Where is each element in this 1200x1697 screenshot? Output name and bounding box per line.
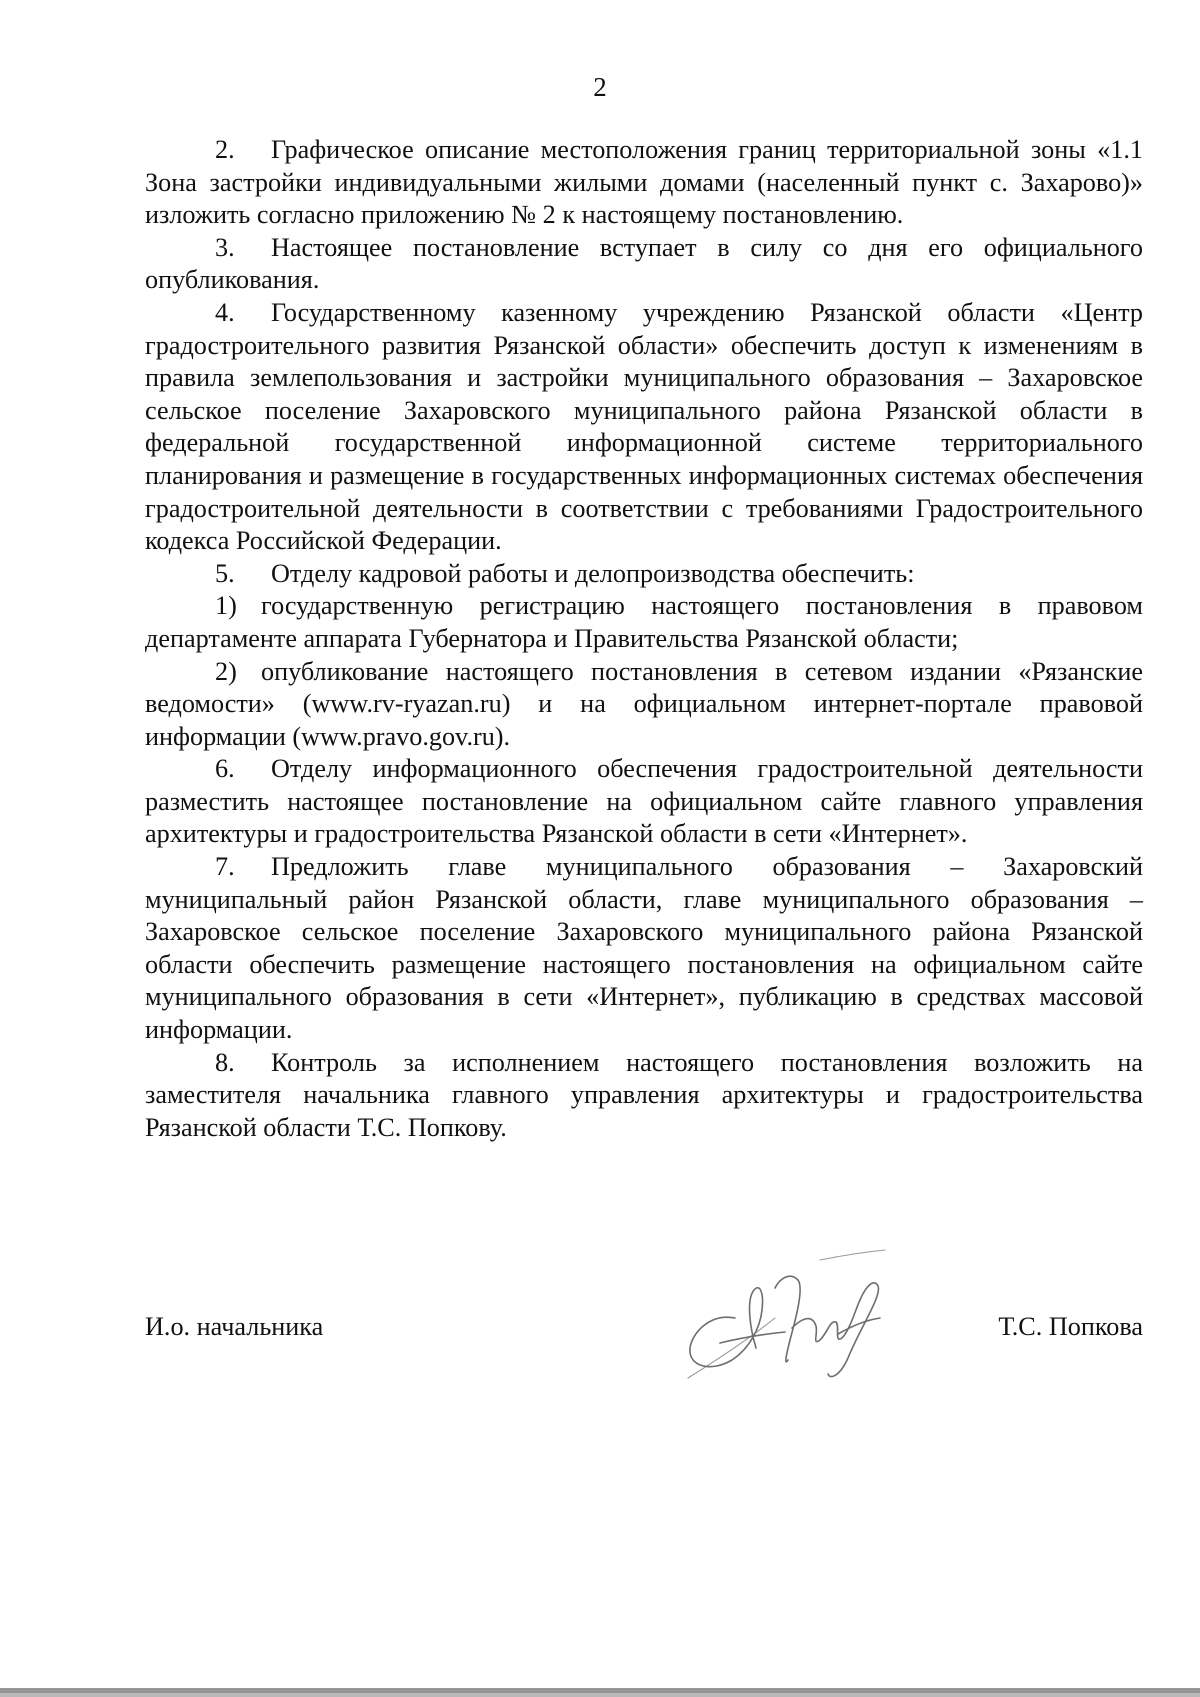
paragraph-3 — [145, 232, 1143, 297]
paragraph-text: Графическое описание местоположения границ территориальной зоны «1.1 Зона застройки индивидуальными жилыми домами (населенный пункт с. Захарово)» изложить согласно приложению № 2 к настоящему постановлению. — [145, 135, 1143, 230]
paragraph-text: Отделу информационного обеспечения градостроительной деятельности разместить настоящее постановление на официальном сайте главного управления архитектуры и градостроительства Рязанской области в сети «Интернет». — [145, 754, 1143, 849]
document-body — [145, 134, 1143, 1144]
paragraph-number: 4. — [215, 297, 235, 327]
signatory-name: Т.С. Попкова — [998, 1312, 1143, 1341]
scan-bottom-shadow — [0, 1693, 1200, 1697]
signature-block — [145, 1310, 1143, 1350]
paragraph-text: государственную регистрацию настоящего постановления в правовом департаменте аппарата Губернатора и Правительства Рязанской области; — [145, 591, 1143, 653]
subparagraph-number: 2) — [215, 656, 237, 686]
paragraph-number: 3. — [215, 232, 235, 262]
subparagraph-number: 1) — [215, 591, 237, 621]
paragraph-text: Государственному казенному учреждению Рязанской области «Центр градостроительного развития Рязанской области» обеспечить доступ к изменениям в правила землепользования и застройки муниципального образования – Захаровское сельское поселение Захаровского муниципального района Рязанской области в федеральной государственной информационной системе территориального планирования и размещение в государственных информационных системах обеспечения градостроительной деятельности в соответствии с требованиями Градостроительного кодекса Российской Федерации. — [145, 297, 1143, 556]
paragraph-number: 2. — [215, 135, 235, 164]
page-number: 2 — [593, 72, 607, 102]
paragraph-number: 5. — [215, 558, 235, 588]
paragraph-text: опубликование настоящего постановления в сетевом издании «Рязанские ведомости» (www.rv-ryazan.ru) и на официальном интернет-портале правовой информации (www.pravo.gov.ru). — [145, 656, 1143, 751]
signatory-position: И.о. начальника — [145, 1312, 324, 1341]
paragraph-number: 7. — [215, 852, 235, 882]
paragraph-text: Предложить главе муниципального образования – Захаровский муниципальный район Рязанской области, главе муниципального образования – Захаровское сельское поселение Захаровского муниципального района Рязанской области обеспечить размещение настоящего постановления на официальном сайте муниципального образования в сети «Интернет», публикацию в средствах массовой информации. — [145, 852, 1143, 1045]
subparagraph-1 — [145, 590, 1143, 655]
paragraph-number: 6. — [215, 754, 235, 784]
subparagraph-2 — [145, 656, 1143, 754]
paragraph-6 — [145, 753, 1143, 851]
paragraph-5 — [145, 558, 1143, 591]
paragraph-4 — [145, 297, 1143, 558]
paragraph-text: Контроль за исполнением настоящего постановления возложить на заместителя начальника главного управления архитектуры и градостроительства Рязанской области Т.С. Попкову. — [145, 1047, 1143, 1142]
paragraph-text: Отделу кадровой работы и делопроизводства обеспечить: — [271, 558, 915, 588]
paragraph-text: Настоящее постановление вступает в силу со дня его официального опубликования. — [145, 232, 1143, 295]
paragraph-7 — [145, 851, 1143, 1047]
paragraph-8 — [145, 1047, 1143, 1145]
paragraph-number: 8. — [215, 1047, 235, 1077]
paragraph-2 — [145, 134, 1143, 232]
